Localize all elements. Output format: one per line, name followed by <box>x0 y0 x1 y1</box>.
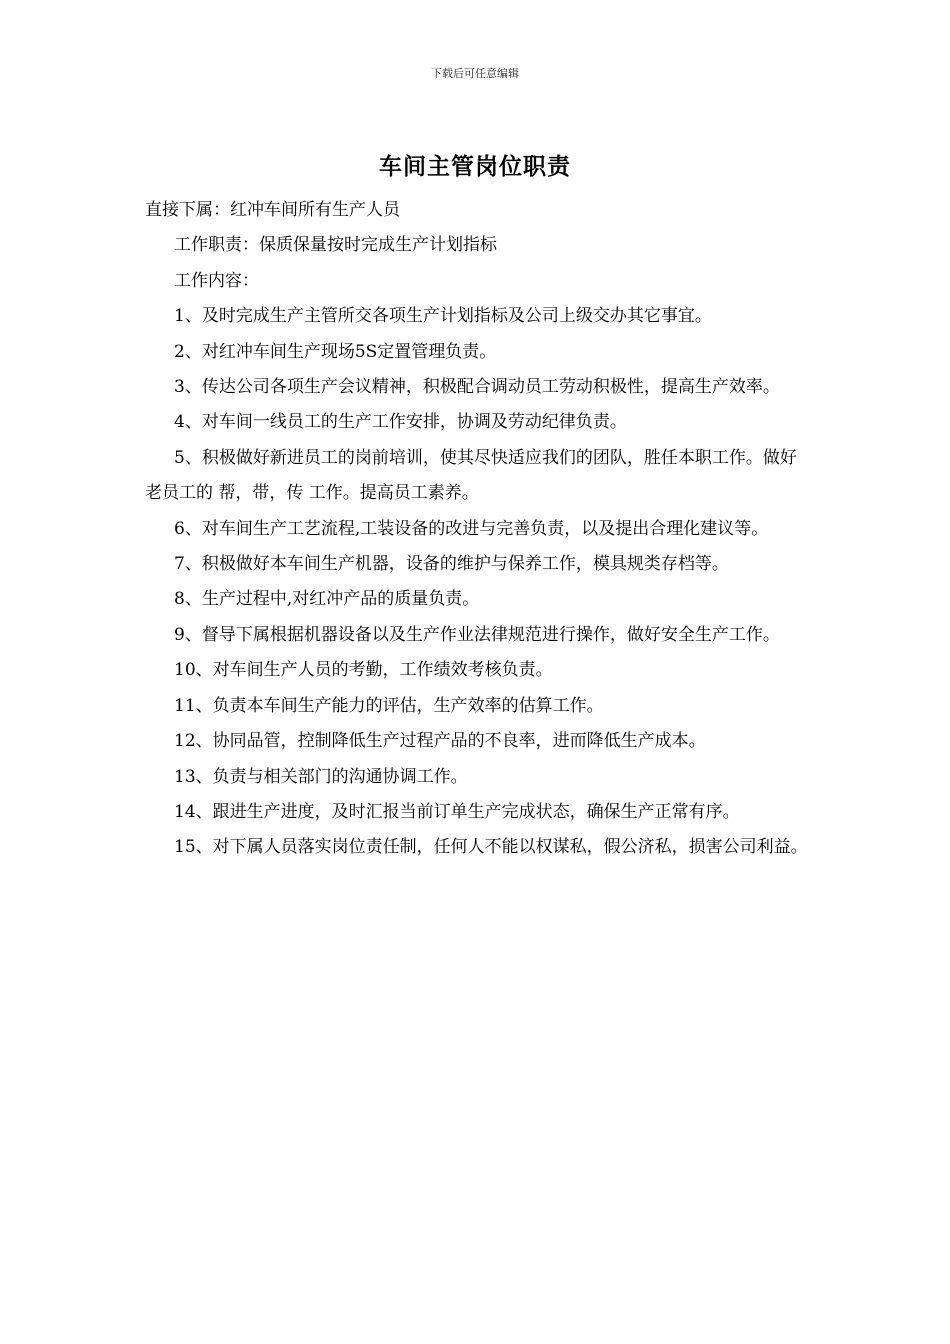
duty-item-1: 1、及时完成生产主管所交各项生产计划指标及公司上级交办其它事宜。 <box>174 306 712 327</box>
content-heading: 工作内容： <box>174 270 259 291</box>
duty-item-3: 3、传达公司各项生产会议精神，积极配合调动员工劳动积极性，提高生产效率。 <box>174 377 780 398</box>
duty-item-15: 15、对下属人员落实岗位责任制，任何人不能以权谋私，假公济私，损害公司利益。 <box>174 837 808 858</box>
document-title: 车间主管岗位职责 <box>379 154 571 180</box>
duty-item-8: 8、生产过程中,对红冲产品的质量负责。 <box>174 589 480 610</box>
page-header-note: 下载后可任意编辑 <box>431 67 519 80</box>
duty-item-6: 6、对车间生产工艺流程,工装设备的改进与完善负责，以及提出合理化建议等。 <box>174 518 769 539</box>
duty-item-11: 11、负责本车间生产能力的评估，生产效率的估算工作。 <box>174 695 604 716</box>
duty-item-9: 9、督导下属根据机器设备以及生产作业法律规范进行操作，做好安全生产工作。 <box>174 624 780 645</box>
duty-item-13: 13、负责与相关部门的沟通协调工作。 <box>174 766 468 787</box>
subordinates-line: 直接下属：红冲车间所有生产人员 <box>145 200 400 220</box>
duty-item-12: 12、协同品管，控制降低生产过程产品的不良率，进而降低生产成本。 <box>174 731 706 752</box>
duty-item-2: 2、对红冲车间生产现场5S定置管理负责。 <box>174 341 497 362</box>
document-body <box>145 193 810 866</box>
duty-item-4: 4、对车间一线员工的生产工作安排，协调及劳动纪律负责。 <box>174 412 627 433</box>
duty-item-10: 10、对车间生产人员的考勤，工作绩效考核负责。 <box>174 660 553 681</box>
duties-line: 工作职责：保质保量按时完成生产计划指标 <box>174 235 497 256</box>
duty-item-5: 5、积极做好新进员工的岗前培训，使其尽快适应我们的团队，胜任本职工作。做好老员工的 帮，带，传 工作。提高员工素养。 <box>145 447 797 504</box>
duty-item-14: 14、跟进生产进度，及时汇报当前订单生产完成状态，确保生产正常有序。 <box>174 801 740 822</box>
duty-item-7: 7、积极做好本车间生产机器，设备的维护与保养工作，模具规类存档等。 <box>174 554 729 575</box>
